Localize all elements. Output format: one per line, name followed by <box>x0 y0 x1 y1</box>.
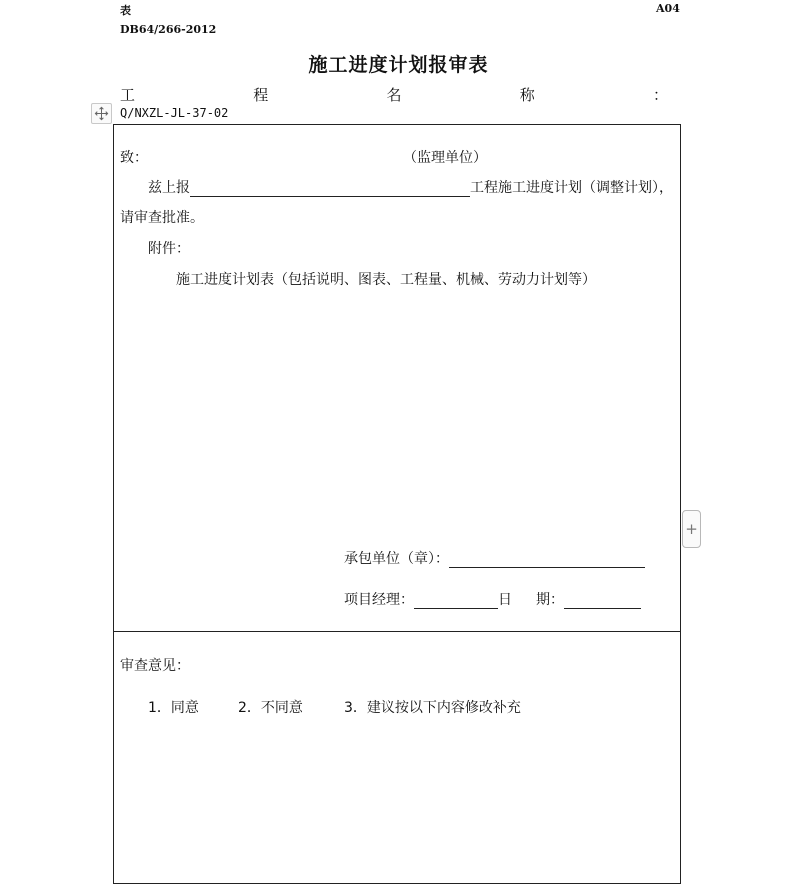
option-disagree: 2．不同意 <box>238 700 303 716</box>
attachment-item: 施工进度计划表（包括说明、图表、工程量、机械、劳动力计划等） <box>176 272 596 288</box>
manager-row <box>344 589 641 609</box>
report-suffix: 工程施工进度计划（调整计划）， <box>470 180 673 196</box>
manager-blank[interactable] <box>414 593 498 609</box>
plus-icon: + <box>685 520 698 538</box>
date-label-period: 期： <box>536 592 564 608</box>
contractor-blank[interactable] <box>449 552 645 568</box>
standard-code: DB64/266-2012 <box>120 23 217 36</box>
review-opinion-label: 审查意见： <box>120 658 190 674</box>
report-prefix: 兹上报 <box>148 180 190 196</box>
project-name-char: 程 <box>253 86 269 104</box>
project-name-blank[interactable] <box>190 181 470 197</box>
supervisor-unit-label: （监理单位） <box>403 150 487 166</box>
header-left-text: 表 <box>120 4 131 17</box>
contractor-row <box>344 548 645 568</box>
project-name-char: 名 <box>386 86 402 104</box>
project-name-char: ： <box>652 86 668 104</box>
report-line <box>148 177 673 197</box>
attachment-label: 附件： <box>148 241 190 257</box>
option-agree: 1．同意 <box>148 700 199 716</box>
approve-line: 请审查批准。 <box>120 210 204 226</box>
to-label: 致： <box>120 150 148 166</box>
manager-label: 项目经理： <box>344 592 414 608</box>
date-label-day: 日 <box>498 592 512 608</box>
form-number: A04 <box>656 2 680 15</box>
contractor-label: 承包单位（章）： <box>344 551 449 567</box>
form-table <box>113 124 681 884</box>
option-revise: 3．建议按以下内容修改补充 <box>344 700 521 716</box>
add-row-button[interactable] <box>682 510 701 548</box>
project-name-row <box>120 84 668 105</box>
project-name-char: 工 <box>120 86 136 104</box>
form-code: Q/NXZL-JL-37-02 <box>120 106 229 120</box>
page-title: 施工进度计划报审表 <box>308 54 489 76</box>
project-name-char: 称 <box>519 86 535 104</box>
move-arrows-icon <box>94 106 109 121</box>
date-blank[interactable] <box>564 593 641 609</box>
table-move-handle[interactable] <box>91 103 112 124</box>
section-divider <box>113 631 681 632</box>
